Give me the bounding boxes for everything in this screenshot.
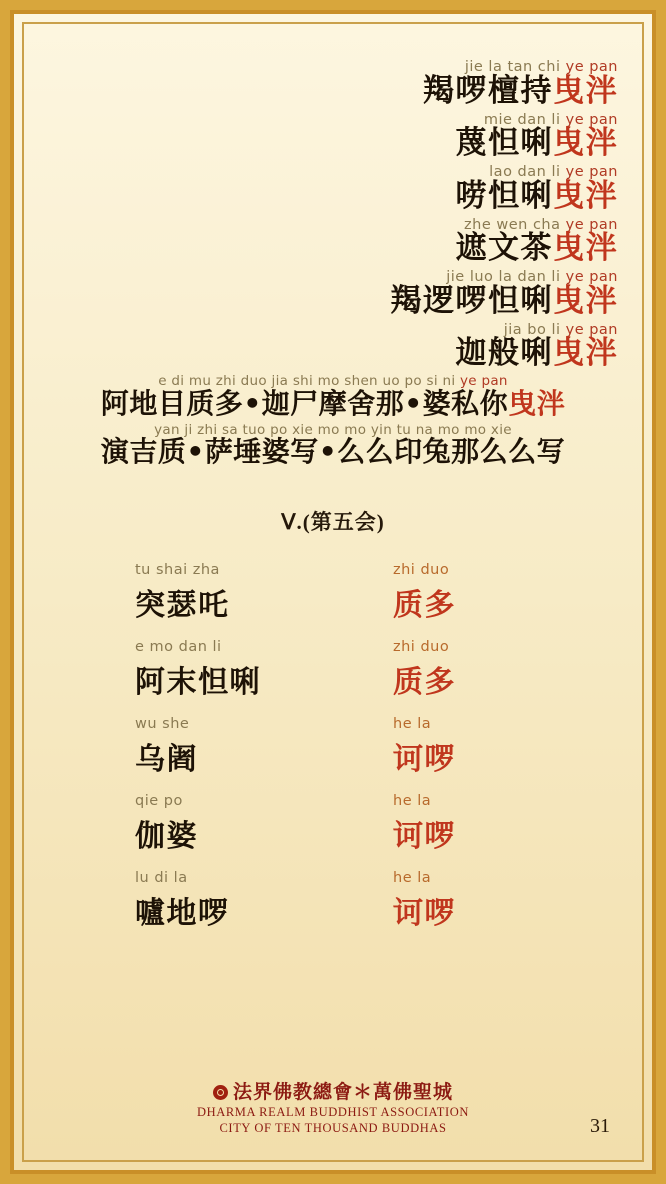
table-cell-right xyxy=(333,870,636,947)
chinese-text: 遮文茶曳泮 xyxy=(455,230,618,266)
mantra-line xyxy=(30,323,636,370)
mantra-entry xyxy=(393,793,636,855)
chinese-text: 诃啰 xyxy=(393,896,456,931)
chinese-text: 阿末怛唎 xyxy=(135,665,261,700)
romanization: e di mu zhi duo jia shi mo shen uo po si ni ye pan xyxy=(158,373,508,389)
romanization: mie dan li ye pan xyxy=(483,111,618,128)
table-row xyxy=(30,870,636,947)
chinese-text: 唠怛唎曳泮 xyxy=(455,177,618,214)
table-cell-left xyxy=(30,639,333,716)
table-cell-right xyxy=(333,793,636,870)
organization-location-english: CITY OF TEN THOUSAND BUDDHAS xyxy=(219,1121,447,1135)
romanization: e mo dan li xyxy=(135,639,222,655)
mantra-line xyxy=(30,60,636,107)
mantra-entry xyxy=(393,716,636,778)
chinese-text: 羯啰檀持曳泮 xyxy=(423,72,618,109)
chinese-text: 羯逻啰怛唎曳泮 xyxy=(390,282,618,319)
romanization: he la xyxy=(393,870,432,886)
romanization: tu shai zha xyxy=(135,562,220,578)
mantra-entry xyxy=(135,639,333,701)
romanization: jia bo li ye pan xyxy=(503,321,618,338)
mantra-verse-block xyxy=(30,30,636,466)
dharma-wheel-icon xyxy=(213,1085,228,1100)
mantra-entry xyxy=(393,562,636,624)
romanization: zhi duo xyxy=(393,639,450,655)
romanization: zhi duo xyxy=(393,562,450,578)
chinese-text: 演吉质•萨埵婆写•么么印兔那么么写 xyxy=(100,435,566,468)
table-row xyxy=(30,793,636,870)
romanization: he la xyxy=(393,793,432,809)
mantra-entry xyxy=(135,870,333,932)
table-row xyxy=(30,562,636,639)
romanization: qie po xyxy=(135,793,183,809)
mantra-entry xyxy=(393,639,636,701)
mantra-entry xyxy=(135,562,333,624)
organization-name-english: DHARMA REALM BUDDHIST ASSOCIATION xyxy=(196,1105,470,1119)
romanization: jie luo la dan li ye pan xyxy=(446,269,618,285)
mantra-line xyxy=(30,165,636,212)
chinese-text: 质多 xyxy=(393,665,456,700)
chinese-text: 质多 xyxy=(393,588,456,623)
table-cell-left xyxy=(30,870,333,947)
romanization: yan ji zhi sa tuo po xie mo mo yin tu na mo mo xie xyxy=(154,421,512,438)
mantra-two-column-table xyxy=(30,562,636,947)
mantra-line xyxy=(30,375,636,418)
table-cell-left xyxy=(30,716,333,793)
page-footer xyxy=(30,1077,636,1136)
chinese-text: 诃啰 xyxy=(393,742,456,777)
table-cell-left xyxy=(30,562,333,639)
table-cell-right xyxy=(333,562,636,639)
mantra-line xyxy=(30,218,636,265)
chinese-text: 突瑟吒 xyxy=(135,588,230,623)
chinese-text: 伽婆 xyxy=(135,819,198,854)
table-row xyxy=(30,716,636,793)
section-heading: Ⅴ.(第五会) xyxy=(281,510,385,534)
mantra-entry xyxy=(393,870,636,932)
table-row xyxy=(30,639,636,716)
chinese-text: 蔑怛唎曳泮 xyxy=(455,125,618,161)
romanization: lao dan li ye pan xyxy=(489,164,618,180)
chinese-text: 阿地目质多•迦尸摩舍那•婆私你曳泮 xyxy=(100,386,566,420)
table-cell-right xyxy=(333,716,636,793)
romanization: jie la tan chi ye pan xyxy=(464,59,618,75)
mantra-line xyxy=(30,421,636,468)
page-content xyxy=(30,30,636,1154)
mantra-entry xyxy=(135,716,333,778)
chinese-text: 嚧地啰 xyxy=(135,896,230,931)
romanization: wu she xyxy=(135,716,190,732)
mantra-line xyxy=(30,113,636,160)
romanization: zhe wen cha ye pan xyxy=(464,216,618,233)
romanization: he la xyxy=(393,716,432,732)
page-number: 31 xyxy=(590,1115,610,1137)
mantra-entry xyxy=(135,793,333,855)
chinese-text: 诃啰 xyxy=(393,819,456,854)
chinese-text: 乌阇 xyxy=(135,742,198,777)
chinese-text: 迦般唎曳泮 xyxy=(455,335,618,371)
table-cell-left xyxy=(30,793,333,870)
organization-name-chinese: 法界佛教總會＊萬佛聖城 xyxy=(30,1077,636,1104)
romanization: lu di la xyxy=(135,870,188,886)
mantra-line xyxy=(30,270,636,317)
table-cell-right xyxy=(333,639,636,716)
